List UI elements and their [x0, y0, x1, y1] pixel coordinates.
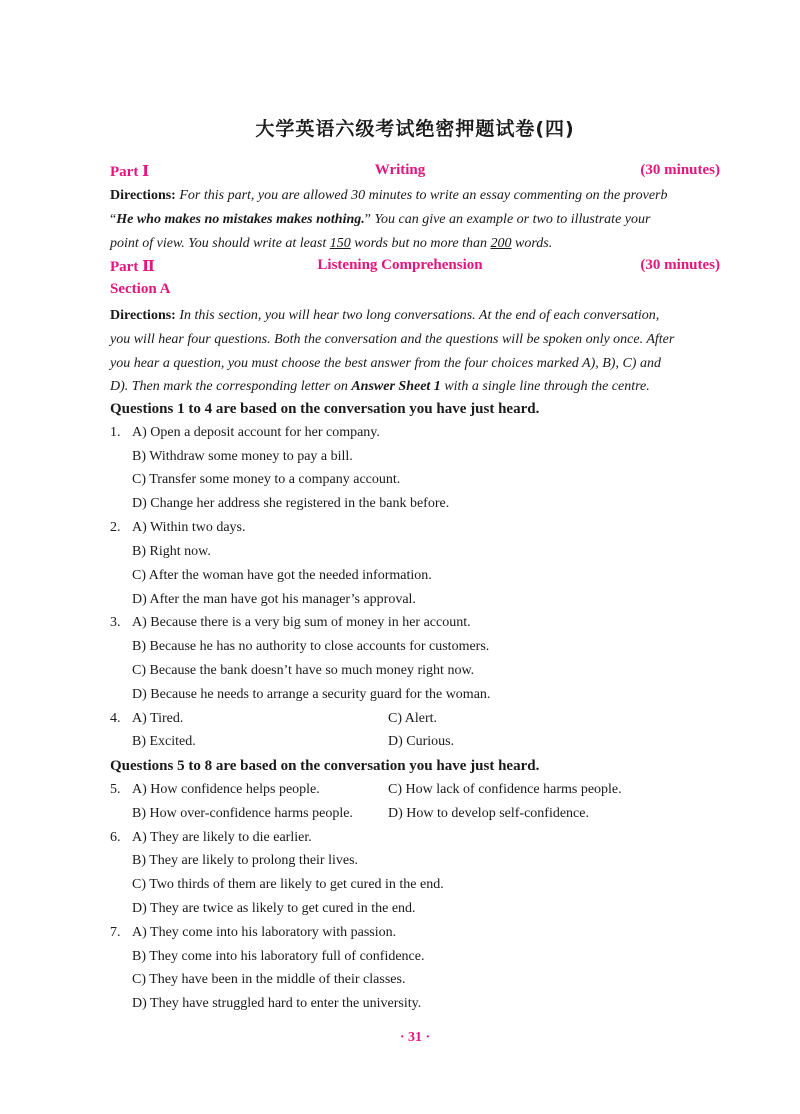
- option: D) After the man have got his manager’s approval.: [132, 592, 416, 607]
- option: A) They are likely to die earlier.: [132, 830, 312, 845]
- option: D) Curious.: [388, 734, 455, 749]
- proverb: He who makes no mistakes makes nothing.: [116, 211, 365, 227]
- option: A) They come into his laboratory with passion.: [132, 925, 397, 940]
- option: D) How to develop self-confidence.: [388, 806, 589, 821]
- option: B) Right now.: [132, 544, 211, 559]
- min-words: 150: [329, 235, 351, 251]
- max-words: 200: [490, 235, 512, 251]
- exam-page: [110, 0, 720, 1114]
- option: B) Withdraw some money to pay a bill.: [132, 449, 353, 464]
- page-number: · 31 ·: [399, 1030, 431, 1045]
- part-2-name: Listening Comprehension: [317, 257, 483, 273]
- quote-close: ”: [364, 211, 371, 227]
- question-number: 7.: [110, 925, 121, 940]
- question-number: 5.: [110, 782, 121, 797]
- page-title: 大学英语六级考试绝密押题试卷(四): [255, 118, 575, 140]
- option: D) Because he needs to arrange a security guard for the woman.: [132, 687, 491, 702]
- option: C) Alert.: [388, 711, 437, 726]
- part-1-header: [110, 162, 720, 184]
- part-2-time: (30 minutes): [640, 257, 720, 273]
- part-1-time: (30 minutes): [640, 162, 720, 178]
- part-2-header: [110, 257, 720, 279]
- section-a-label: Section A: [110, 281, 171, 297]
- question-number: 6.: [110, 830, 121, 845]
- directions-label: Directions:: [110, 308, 176, 323]
- writing-text-3: point of view. You should write at least: [110, 235, 330, 251]
- part-1-name: Writing: [374, 162, 426, 178]
- writing-text-5: words.: [511, 235, 553, 251]
- option: A) How confidence helps people.: [132, 782, 320, 797]
- option: C) How lack of confidence harms people.: [388, 782, 622, 797]
- option: D) Change her address she registered in the bank before.: [132, 496, 450, 511]
- part-1-label: Part Ⅰ: [110, 164, 150, 180]
- listening-text-3: you hear a question, you must choose the best answer from the four choices marked A), B), C) and: [110, 355, 661, 371]
- listening-text-2: you will hear four questions. Both the conversation and the questions will be spoken only once. After: [110, 331, 675, 347]
- question-number: 3.: [110, 615, 121, 630]
- writing-text-2: You can give an example or two to illustrate your: [370, 211, 651, 227]
- option: C) Transfer some money to a company account.: [132, 472, 401, 487]
- question-number: 1.: [110, 425, 121, 440]
- listening-text-1: In this section, you will hear two long conversations. At the end of each conversation,: [175, 308, 660, 323]
- question-number: 2.: [110, 520, 121, 535]
- question-number: 4.: [110, 711, 121, 726]
- answer-sheet-ref: Answer Sheet 1: [351, 379, 441, 395]
- option: C) After the woman have got the needed information.: [132, 568, 432, 583]
- option: A) Within two days.: [132, 520, 246, 535]
- part-2-label: Part Ⅱ: [110, 259, 155, 275]
- option: D) They have struggled hard to enter the university.: [132, 996, 422, 1011]
- option: A) Open a deposit account for her company.: [132, 425, 380, 440]
- option: B) Because he has no authority to close accounts for customers.: [132, 639, 490, 654]
- option: B) Excited.: [132, 734, 196, 749]
- option: B) How over-confidence harms people.: [132, 806, 353, 821]
- option: C) Because the bank doesn’t have so much money right now.: [132, 663, 475, 678]
- option: C) Two thirds of them are likely to get cured in the end.: [132, 877, 444, 892]
- writing-text-1: For this part, you are allowed 30 minutes to write an essay commenting on the proverb: [175, 188, 668, 203]
- writing-text-4: words but no more than: [350, 235, 491, 251]
- option: C) They have been in the middle of their classes.: [132, 972, 406, 987]
- option: D) They are twice as likely to get cured in the end.: [132, 901, 416, 916]
- listening-text-4: D). Then mark the corresponding letter on: [110, 379, 352, 395]
- section-a-heading: [110, 281, 720, 303]
- listening-directions: [110, 304, 720, 399]
- writing-directions: [110, 184, 720, 255]
- option: A) Tired.: [132, 711, 184, 726]
- option: B) They are likely to prolong their lives.: [132, 853, 359, 868]
- option: B) They come into his laboratory full of confidence.: [132, 949, 425, 964]
- option: A) Because there is a very big sum of money in her account.: [132, 615, 471, 630]
- listening-text-5: with a single line through the centre.: [440, 379, 650, 395]
- directions-label: Directions:: [110, 188, 176, 203]
- questions-heading-1: Questions 1 to 4 are based on the conversation you have just heard.: [110, 401, 540, 417]
- quote-open: “: [110, 211, 117, 227]
- questions-heading-2: Questions 5 to 8 are based on the conversation you have just heard.: [110, 758, 540, 774]
